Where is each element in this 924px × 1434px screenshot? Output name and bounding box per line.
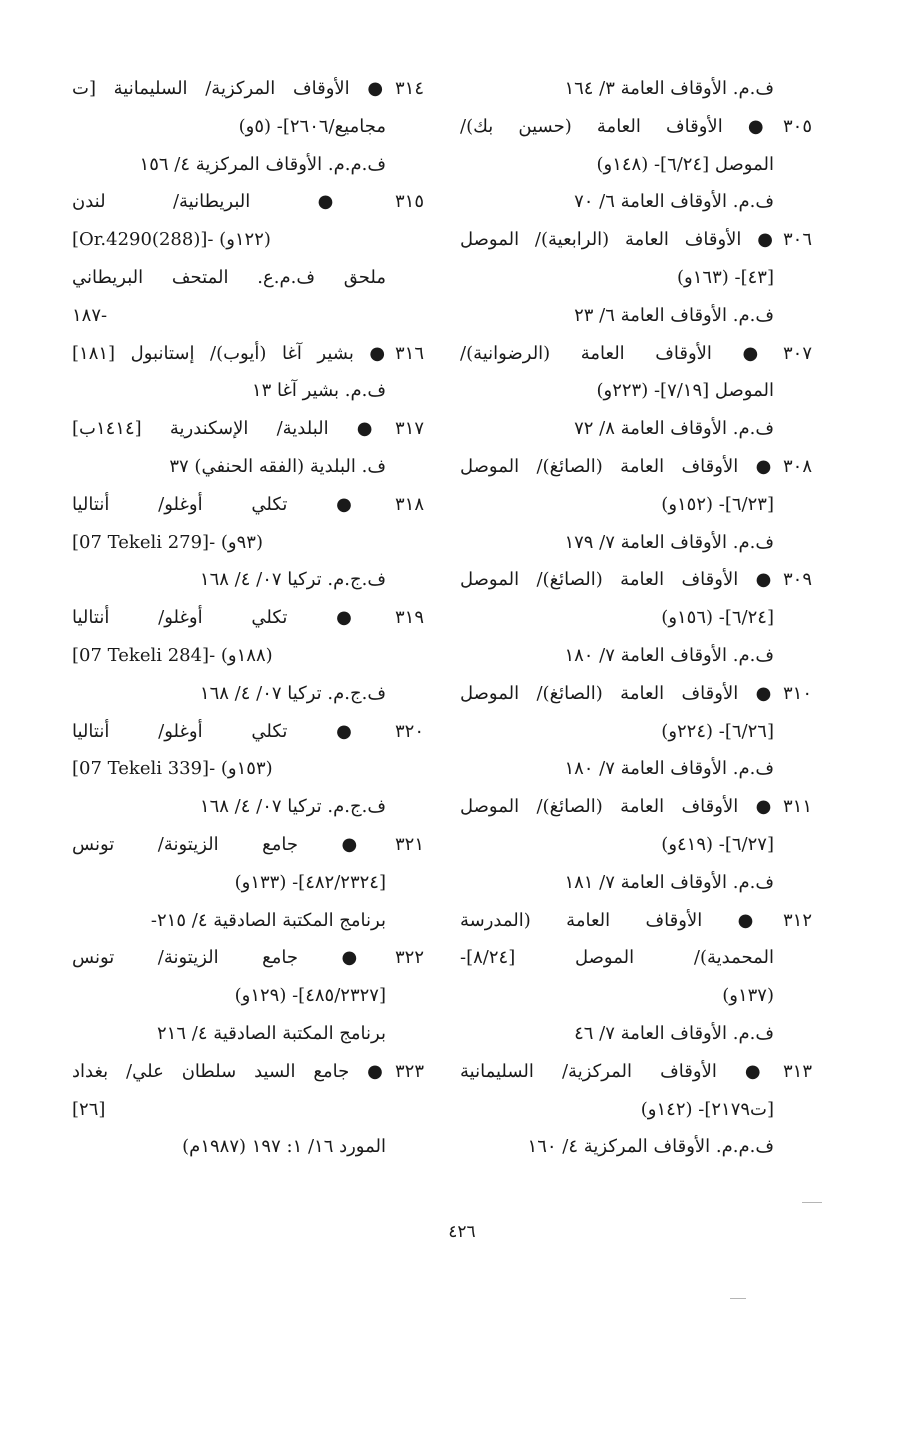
text-line: [٦/٢٣]- (١٥٢و) xyxy=(661,493,774,515)
text-line: [٤٨٢/٢٣٢٤]- (١٣٣و) xyxy=(234,871,386,893)
text-line: ف.م. الأوقاف العامة ٦/ ٢٣ xyxy=(574,304,774,326)
text-line: ف.م. الأوقاف العامة ٧/ ١٨١ xyxy=(564,871,774,893)
text-line: الموصل [٦/٢٤]- (١٤٨و) xyxy=(596,153,774,175)
scan-mark xyxy=(802,1202,822,1203)
text-line: ٣٠٨● الأوقاف العامة (الصائغ)/ الموصل xyxy=(460,455,812,477)
text-line: ٣١٣● الأوقاف المركزية/ السليمانية xyxy=(460,1060,812,1082)
text-line: [٤٣]- (١٦٣و) xyxy=(677,266,774,288)
text-line: [٦/٢٧]- (٤١٩و) xyxy=(661,833,774,855)
text-line: ٣٢٠● تكلي أوغلو/ أنتاليا xyxy=(72,720,424,742)
text-line: [٤٨٥/٢٣٢٧]- (١٢٩و) xyxy=(234,985,386,1007)
text-line: ٣١٩● تكلي أوغلو/ أنتاليا xyxy=(72,607,424,629)
text-line: [07 Tekeli 279]- (٩٣و) xyxy=(72,531,263,553)
text-line: [ت٢١٧٩]- (١٤٢و) xyxy=(640,1098,774,1120)
text-line: ١٨٧- xyxy=(72,304,108,326)
text-line: ٣١٢● الأوقاف العامة (المدرسة xyxy=(460,909,812,931)
text-line: ف.م.م. الأوقاف المركزية ٤/ ١٥٦ xyxy=(139,153,386,175)
text-line: [Or.4290(288)]- (١٢٢و) xyxy=(72,229,271,251)
text-line: [07 Tekeli 284]- (١٨٨و) xyxy=(72,644,273,666)
text-line: ف.ج.م. تركيا ٠٧/ ٤/ ١٦٨ xyxy=(199,569,386,591)
text-line: [07 Tekeli 339]- (١٥٣و) xyxy=(72,758,273,780)
text-line: الموصل [٧/١٩]- (٢٢٣و) xyxy=(596,380,774,402)
text-line: [٢٦] xyxy=(72,1098,106,1120)
text-line: ف.م. الأوقاف العامة ٧/ ٤٦ xyxy=(574,1022,774,1044)
text-line: ٣٢١● جامع الزيتونة/ تونس xyxy=(72,833,424,855)
text-line: ف.ج.م. تركيا ٠٧/ ٤/ ١٦٨ xyxy=(199,682,386,704)
text-line: ٣٠٥● الأوقاف العامة (حسين بك)/ xyxy=(460,115,812,137)
text-line: [٦/٢٦]- (٢٢٤و) xyxy=(661,720,774,742)
text-line: ٣١٥● البريطانية/ لندن xyxy=(72,191,424,213)
left-column xyxy=(72,70,424,1166)
text-line: ٣٠٧● الأوقاف العامة (الرضوانية)/ xyxy=(460,342,812,364)
text-line: المورد ١٦/ ١: ١٩٧ (١٩٨٧م) xyxy=(182,1136,386,1158)
text-line: [٦/٢٤]- (١٥٦و) xyxy=(661,607,774,629)
text-line: ف.ج.م. تركيا ٠٧/ ٤/ ١٦٨ xyxy=(199,796,386,818)
scan-mark xyxy=(730,1298,746,1299)
text-line: ف.م. الأوقاف العامة ٣/ ١٦٤ xyxy=(564,78,774,99)
text-line: ف.م. الأوقاف العامة ٧/ ١٨٠ xyxy=(564,644,774,666)
text-line: ٣١١● الأوقاف العامة (الصائغ)/ الموصل xyxy=(460,796,812,818)
text-line: مجاميع/٢٦٠٦]- (٥و) xyxy=(238,115,386,137)
text-line: ف. البلدية (الفقه الحنفي) ٣٧ xyxy=(169,455,386,477)
text-line: ف.م. الأوقاف العامة ٨/ ٧٢ xyxy=(574,418,774,440)
text-line: ٣٢٢● جامع الزيتونة/ تونس xyxy=(72,947,424,969)
text-line: ف.م. الأوقاف العامة ٧/ ١٧٩ xyxy=(564,531,774,553)
text-line: ٣١٠● الأوقاف العامة (الصائغ)/ الموصل xyxy=(460,682,812,704)
text-line: المحمدية)/ الموصل [٨/٢٤]- xyxy=(460,947,774,969)
text-line: (١٣٧و) xyxy=(722,985,774,1007)
text-line: ف.م. بشير آغا ١٣ xyxy=(251,380,386,402)
text-line: برنامج المكتبة الصادقية ٤/ ٢١٦ xyxy=(157,1022,386,1044)
text-line: ٣١٧● البلدية/ الإسكندرية [١٤١٤ب] xyxy=(72,418,424,440)
text-line: ٣٠٦● الأوقاف العامة (الرابعية)/ الموصل xyxy=(460,229,812,251)
right-column xyxy=(460,70,812,1166)
text-line: ٣١٦● بشير آغا (أيوب)/ إستانبول [١٨١] xyxy=(72,342,424,364)
page-number: ٤٢٦ xyxy=(448,1222,476,1242)
text-line: ٣٠٩● الأوقاف العامة (الصائغ)/ الموصل xyxy=(460,569,812,591)
text-line: ٣١٤● الأوقاف المركزية/ السليمانية [ت xyxy=(72,78,424,99)
text-line: ف.م. الأوقاف العامة ٦/ ٧٠ xyxy=(574,191,774,213)
text-line: برنامج المكتبة الصادقية ٤/ ٢١٥- xyxy=(150,909,386,931)
text-line: ف.م. الأوقاف العامة ٧/ ١٨٠ xyxy=(564,758,774,780)
text-line: ف.م.م. الأوقاف المركزية ٤/ ١٦٠ xyxy=(527,1136,774,1158)
text-line: ٣١٨● تكلي أوغلو/ أنتاليا xyxy=(72,493,424,515)
text-line: ملحق ف.م.ع. المتحف البريطاني xyxy=(72,266,386,288)
text-line: ٣٢٣● جامع السيد سلطان علي/ بغداد xyxy=(72,1060,424,1082)
